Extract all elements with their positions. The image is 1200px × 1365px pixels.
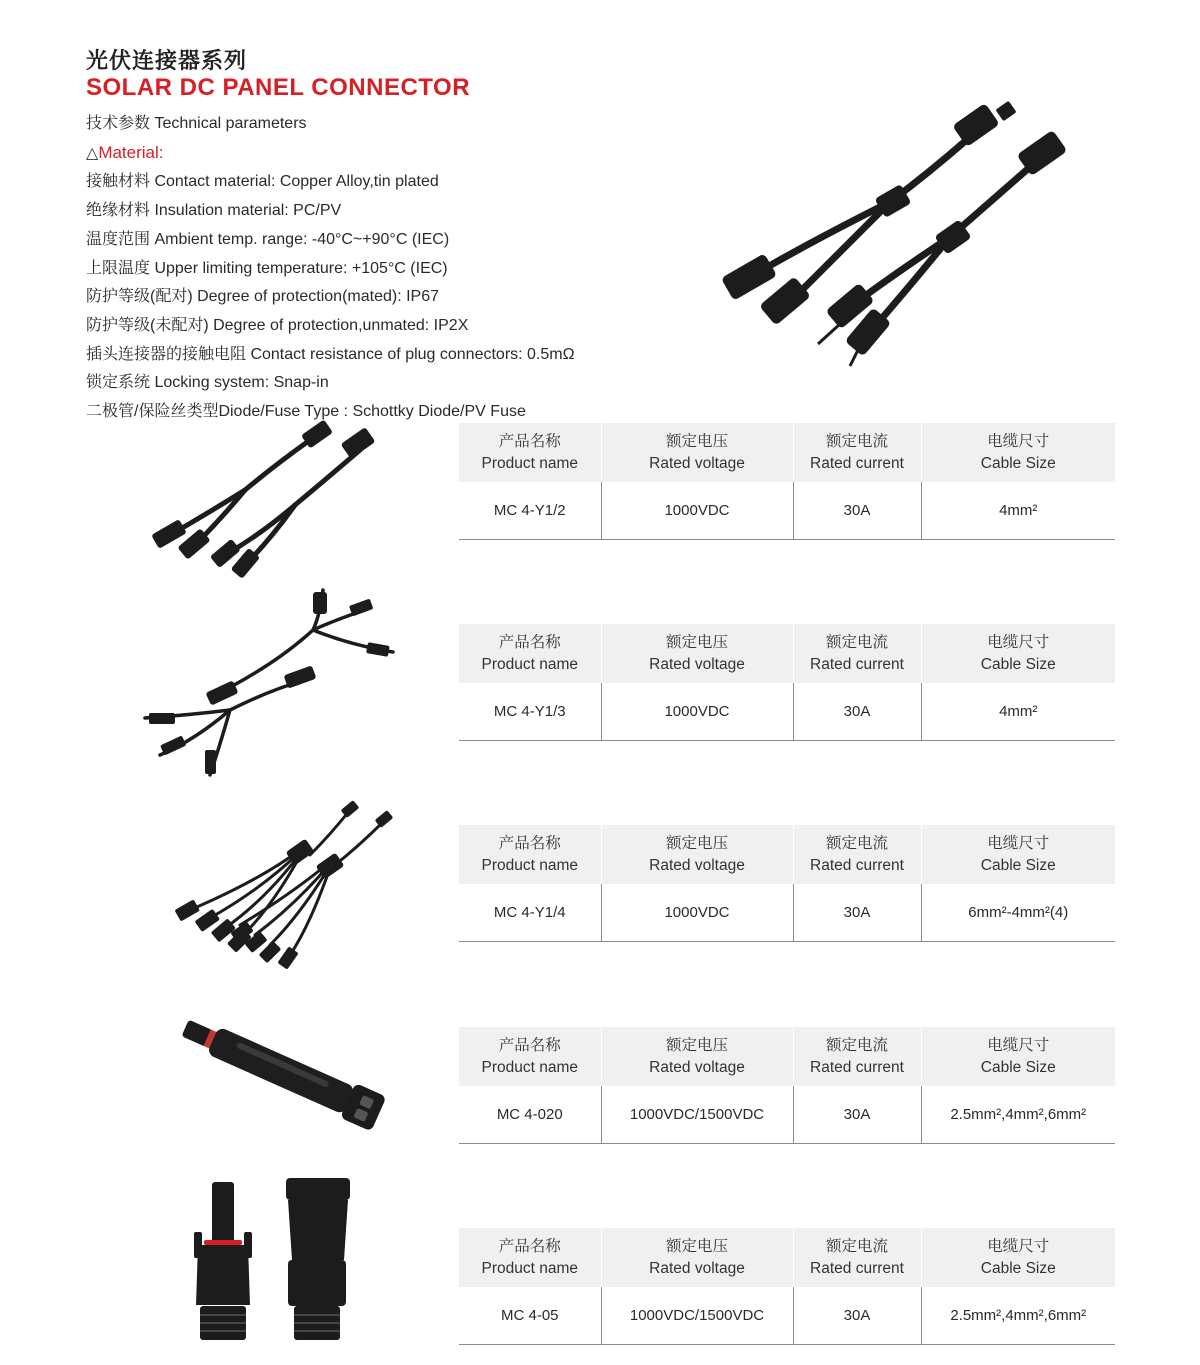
cable-size-cell: 2.5mm²,4mm²,6mm² <box>921 1287 1115 1345</box>
product-name-cell: MC 4-Y1/4 <box>459 884 601 942</box>
triple-branch-connector-icon <box>135 580 400 785</box>
y-branch-connector-icon <box>145 420 380 580</box>
header-rated-voltage: 额定电压 Rated voltage <box>601 1228 793 1287</box>
spec-table-2 <box>459 624 1115 741</box>
quad-branch-connector-icon <box>170 800 395 970</box>
param-locking-system: 锁定系统 Locking system: Snap-in <box>86 374 329 392</box>
rated-voltage-cell: 1000VDC <box>601 482 793 540</box>
header-rated-current: 额定电流 Rated current <box>793 624 921 683</box>
cable-size-cell: 6mm²-4mm²(4) <box>921 884 1115 942</box>
technical-parameters <box>86 110 575 427</box>
table-header-row <box>459 825 1115 884</box>
rated-voltage-cell: 1000VDC/1500VDC <box>601 1086 793 1144</box>
header-cable-size: 电缆尺寸 Cable Size <box>921 1027 1115 1086</box>
product-name-cell: MC 4-05 <box>459 1287 601 1345</box>
material-label-row <box>86 139 575 169</box>
table-header-row <box>459 1228 1115 1287</box>
header-rated-current: 额定电流 Rated current <box>793 1027 921 1086</box>
table-row <box>459 683 1115 741</box>
product-name-cell: MC 4-Y1/3 <box>459 683 601 741</box>
inline-fuse-connector-icon <box>170 1012 395 1130</box>
param-insulation-material: 绝缘材料 Insulation material: PC/PV <box>86 202 342 220</box>
rated-voltage-cell: 1000VDC/1500VDC <box>601 1287 793 1345</box>
header-rated-current: 额定电流 Rated current <box>793 825 921 884</box>
cable-size-cell: 4mm² <box>921 683 1115 741</box>
rated-current-cell: 30A <box>793 683 921 741</box>
header-cable-size: 电缆尺寸 Cable Size <box>921 624 1115 683</box>
params-section-label: 技术参数 Technical parameters <box>86 115 307 132</box>
param-upper-temp: 上限温度 Upper limiting temperature: +105°C (IEC) <box>86 259 448 277</box>
mc4-connector-pair-icon <box>188 1170 368 1345</box>
header-rated-voltage: 额定电压 Rated voltage <box>601 825 793 884</box>
table-header-row <box>459 423 1115 482</box>
spec-table-4 <box>459 1027 1115 1144</box>
header-rated-voltage: 额定电压 Rated voltage <box>601 624 793 683</box>
spec-table-3 <box>459 825 1115 942</box>
header-product-name: 产品名称 Product name <box>459 1027 601 1086</box>
cable-size-cell: 2.5mm²,4mm²,6mm² <box>921 1086 1115 1144</box>
rated-current-cell: 30A <box>793 1086 921 1144</box>
header-rated-voltage: 额定电压 Rated voltage <box>601 1027 793 1086</box>
spec-table-5 <box>459 1228 1115 1345</box>
title-cn: 光伏连接器系列 <box>86 48 248 73</box>
product-name-cell: MC 4-020 <box>459 1086 601 1144</box>
param-protection-mated: 防护等级(配对) Degree of protection(mated): IP67 <box>86 288 440 306</box>
table-row <box>459 1287 1115 1345</box>
product-name-cell: MC 4-Y1/2 <box>459 482 601 540</box>
spec-table-1 <box>459 423 1115 540</box>
param-protection-unmated: 防护等级(未配对) Degree of protection,unmated: IP2X <box>86 316 469 334</box>
cable-size-cell: 4mm² <box>921 482 1115 540</box>
param-contact-resistance: 插头连接器的接触电阻 Contact resistance of plug connectors: 0.5mΩ <box>86 345 575 363</box>
header-cable-size: 电缆尺寸 Cable Size <box>921 825 1115 884</box>
table-row <box>459 884 1115 942</box>
header-product-name: 产品名称 Product name <box>459 825 601 884</box>
param-contact-material: 接触材料 Contact material: Copper Alloy,tin plated <box>86 173 439 191</box>
header-rated-current: 额定电流 Rated current <box>793 423 921 482</box>
table-header-row <box>459 624 1115 683</box>
hero-y-branch-connector-icon <box>700 92 1120 392</box>
table-row <box>459 482 1115 540</box>
rated-current-cell: 30A <box>793 884 921 942</box>
table-header-row <box>459 1027 1115 1086</box>
triangle-marker: △ <box>86 144 99 162</box>
rated-current-cell: 30A <box>793 482 921 540</box>
rated-current-cell: 30A <box>793 1287 921 1345</box>
header-product-name: 产品名称 Product name <box>459 624 601 683</box>
param-diode-fuse-type: 二极管/保险丝类型Diode/Fuse Type : Schottky Diode/PV Fuse <box>86 403 526 421</box>
header-product-name: 产品名称 Product name <box>459 423 601 482</box>
param-ambient-temp: 温度范围 Ambient temp. range: -40°C~+90°C (IEC) <box>86 230 450 248</box>
material-label: Material: <box>98 142 164 162</box>
rated-voltage-cell: 1000VDC <box>601 884 793 942</box>
rated-voltage-cell: 1000VDC <box>601 683 793 741</box>
title-en: SOLAR DC PANEL CONNECTOR <box>86 74 471 101</box>
header-rated-current: 额定电流 Rated current <box>793 1228 921 1287</box>
header-product-name: 产品名称 Product name <box>459 1228 601 1287</box>
header-cable-size: 电缆尺寸 Cable Size <box>921 423 1115 482</box>
header-rated-voltage: 额定电压 Rated voltage <box>601 423 793 482</box>
header-cable-size: 电缆尺寸 Cable Size <box>921 1228 1115 1287</box>
table-row <box>459 1086 1115 1144</box>
